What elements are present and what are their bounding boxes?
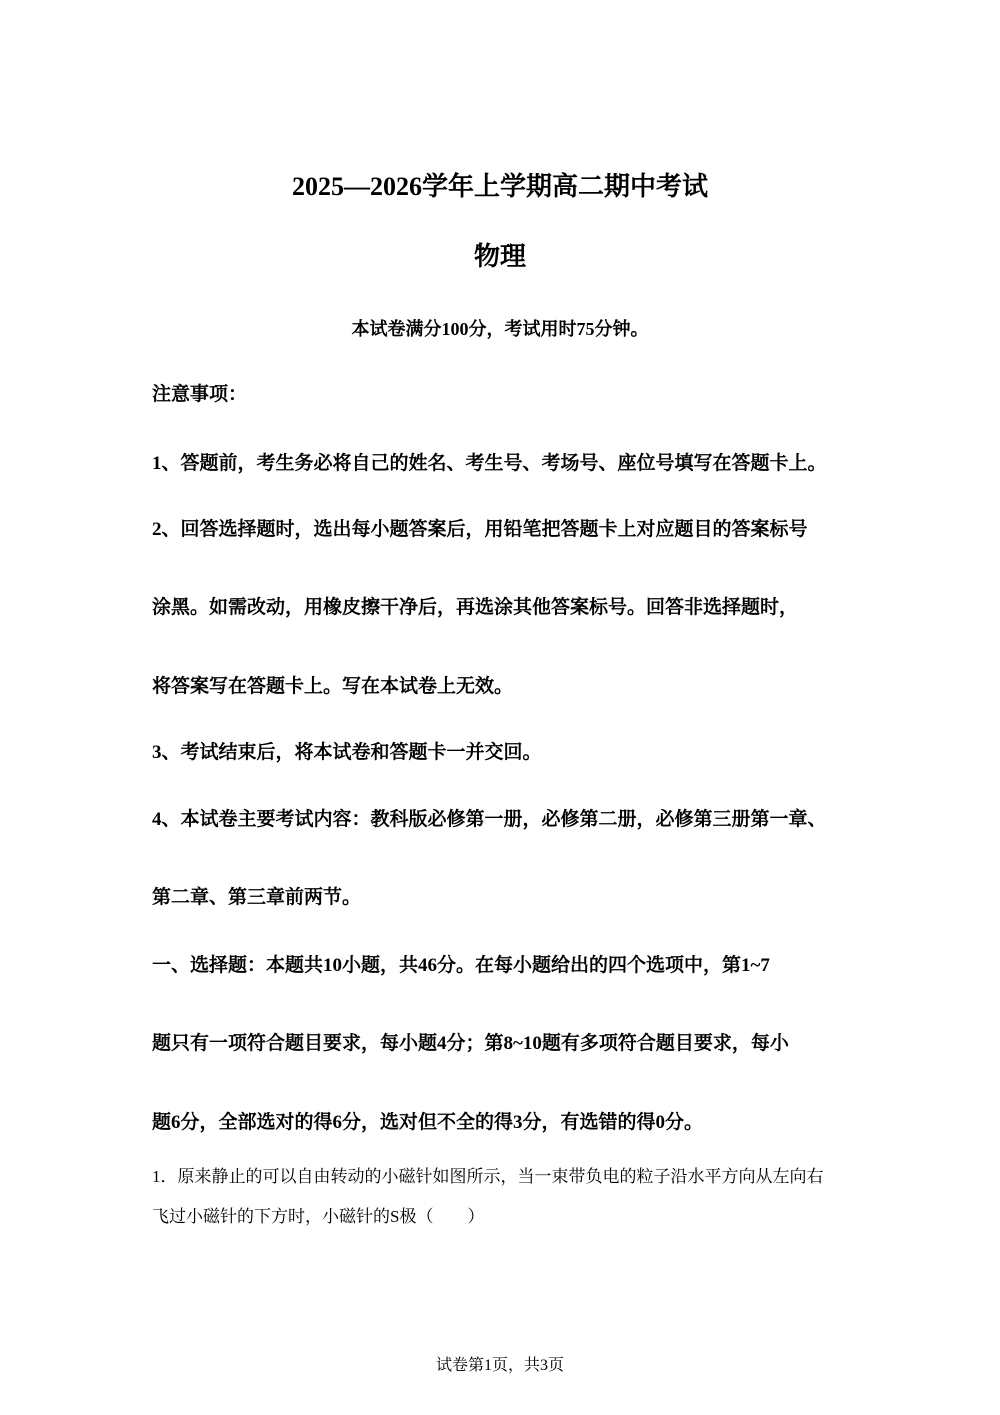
- page-footer: 试卷第1页，共3页: [435, 1357, 564, 1374]
- note-line: 2、回答选择题时，选出每小题答案后，用铅笔把答题卡上对应题目的答案标号: [152, 519, 808, 540]
- exam-title: 2025—2026学年上学期高二期中考试: [291, 172, 708, 201]
- section-instruction-line: 题6分，全部选对的得6分，选对但不全的得3分，有选错的得0分。: [152, 1112, 704, 1133]
- section-instruction-line: 题只有一项符合题目要求，每小题4分；第8~10题有多项符合题目要求，每小: [152, 1033, 789, 1054]
- note-line: 4、本试卷主要考试内容：教科版必修第一册，必修第二册，必修第三册第一章、: [152, 809, 827, 830]
- note-line: 3、考试结束后，将本试卷和答题卡一并交回。: [152, 742, 542, 763]
- question-text-line: 飞过小磁针的下方时，小磁针的S极（ ）: [152, 1207, 485, 1226]
- section-instruction-line: 一、选择题：本题共10小题，共46分。在每小题给出的四个选项中，第1~7: [152, 955, 770, 976]
- notes-heading: 注意事项：: [152, 384, 248, 405]
- note-line: 涂黑。如需改动，用橡皮擦干净后，再选涂其他答案标号。回答非选择题时，: [152, 597, 799, 618]
- subject-title: 物理: [473, 242, 526, 271]
- question-text-line: 1．原来静止的可以自由转动的小磁针如图所示，当一束带负电的粒子沿水平方向从左向右: [152, 1167, 824, 1186]
- exam-info: 本试卷满分100分，考试用时75分钟。: [351, 319, 649, 339]
- note-line: 将答案写在答题卡上。写在本试卷上无效。: [152, 676, 514, 697]
- note-line: 第二章、第三章前两节。: [152, 887, 362, 908]
- note-line: 1、答题前，考生务必将自己的姓名、考生号、考场号、座位号填写在答题卡上。: [152, 453, 827, 474]
